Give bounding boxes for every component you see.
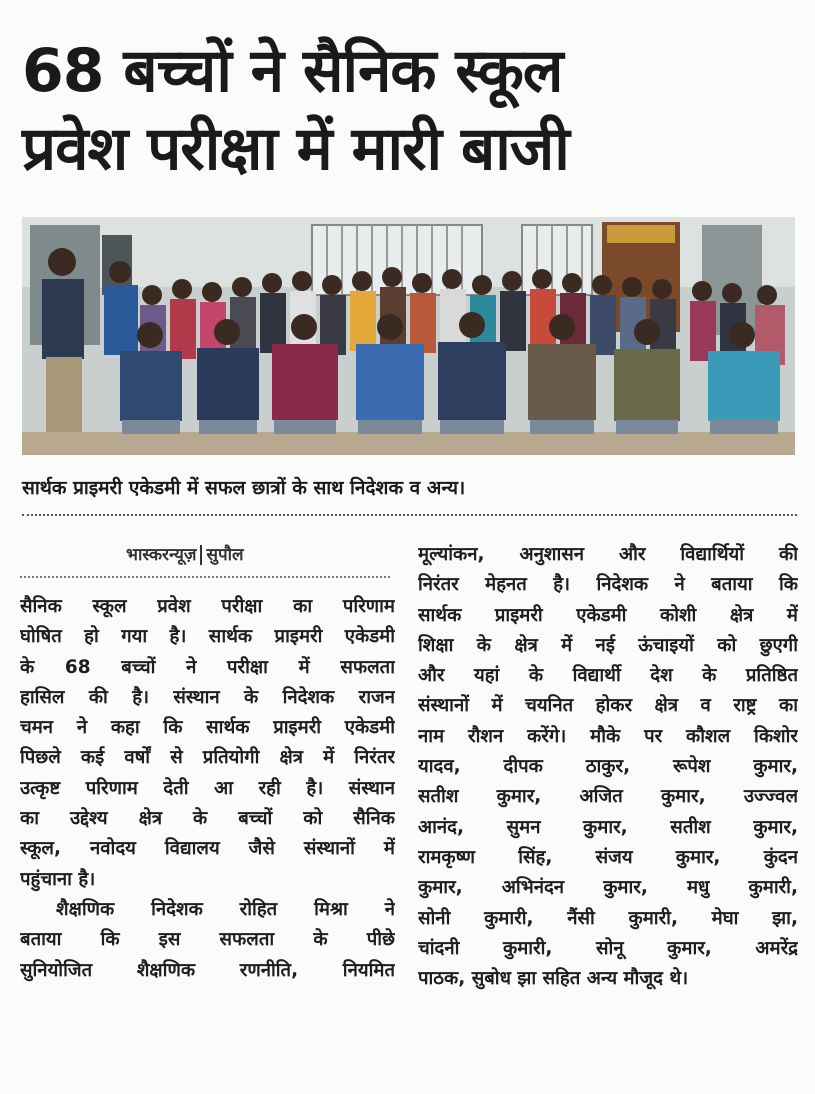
byline-source: भास्करन्यूज़ bbox=[126, 545, 197, 565]
article-right-column bbox=[418, 540, 798, 994]
article-line: शिक्षा के क्षेत्र में नई ऊंचाइयों को छुएगी bbox=[418, 634, 798, 656]
article-line: निरंतर मेहनत है। निदेशक ने बताया कि bbox=[418, 574, 798, 596]
headline-line-1: 68 बच्चों ने सैनिक स्कूल bbox=[22, 36, 563, 106]
article-line: संस्थानों में चयनित होकर क्षेत्र व राष्ट्र का bbox=[418, 695, 798, 717]
article-line: रामकृष्ण सिंह, संजय कुमार, कुंदन bbox=[418, 846, 798, 868]
group-photo bbox=[22, 217, 795, 455]
article-line: के 68 बच्चों ने परीक्षा में सफलता bbox=[20, 656, 395, 678]
article-line: चमन ने कहा कि सार्थक प्राइमरी एकेडमी bbox=[20, 717, 395, 739]
article-line: पिछले कई वर्षों से प्रतियोगी क्षेत्र में निरंतर bbox=[20, 747, 395, 769]
headline bbox=[22, 32, 802, 188]
article-line: घोषित हो गया है। सार्थक प्राइमरी एकेडमी bbox=[20, 626, 395, 648]
article-line: शैक्षणिक निदेशक रोहित मिश्रा ने bbox=[56, 898, 395, 920]
article-line: चांदनी कुमारी, सोनू कुमार, अमरेंद्र bbox=[418, 937, 798, 959]
article-line: उत्कृष्ट परिणाम देती आ रही है। संस्थान bbox=[20, 777, 395, 799]
article-line: पाठक, सुबोध झा सहित अन्य मौजूद थे। bbox=[418, 968, 689, 990]
photo-caption: सार्थक प्राइमरी एकेडमी में सफल छात्रों के साथ निदेशक व अन्य। bbox=[22, 477, 466, 499]
article-line: सुनियोजित शैक्षणिक रणनीति, नियमित bbox=[20, 959, 395, 981]
byline-divider bbox=[20, 576, 390, 578]
headline-line-2: प्रवेश परीक्षा में मारी बाजी bbox=[22, 114, 569, 184]
byline bbox=[20, 540, 395, 570]
article-line: यादव, दीपक ठाकुर, रूपेश कुमार, bbox=[418, 756, 798, 778]
article-line: सैनिक स्कूल प्रवेश परीक्षा का परिणाम bbox=[20, 596, 395, 617]
article-line: नाम रौशन करेंगे। मौके पर कौशल किशोर bbox=[418, 725, 798, 747]
caption-divider bbox=[22, 514, 797, 516]
article-line: सतीश कुमार, अजित कुमार, उज्ज्वल bbox=[418, 786, 798, 808]
article-line: कुमार, अभिनंदन कुमार, मधु कुमारी, bbox=[418, 877, 798, 899]
article-line: आनंद, सुमन कुमार, सतीश कुमार, bbox=[418, 816, 798, 838]
article-line: का उद्देश्य क्षेत्र के बच्चों को सैनिक bbox=[20, 808, 395, 830]
article-line: सोनी कुमारी, नैंसी कुमारी, मेघा झा, bbox=[418, 907, 798, 929]
article-left-column bbox=[20, 540, 395, 986]
article-line: हासिल की है। संस्थान के निदेशक राजन bbox=[20, 686, 395, 708]
byline-place: सुपौल bbox=[206, 545, 244, 565]
article-line: सार्थक प्राइमरी एकेडमी कोशी क्षेत्र में bbox=[418, 604, 798, 626]
article-line: पहुंचाना है। bbox=[20, 868, 96, 890]
article-line: स्कूल, नवोदय विद्यालय जैसे संस्थानों में bbox=[20, 838, 395, 860]
article-line: बताया कि इस सफलता के पीछे bbox=[20, 929, 395, 951]
article-line: और यहां के विद्यार्थी देश के प्रतिष्ठित bbox=[418, 665, 798, 687]
article-line: मूल्यांकन, अनुशासन और विद्यार्थियों की bbox=[418, 544, 798, 565]
group-photo-image bbox=[22, 217, 795, 455]
